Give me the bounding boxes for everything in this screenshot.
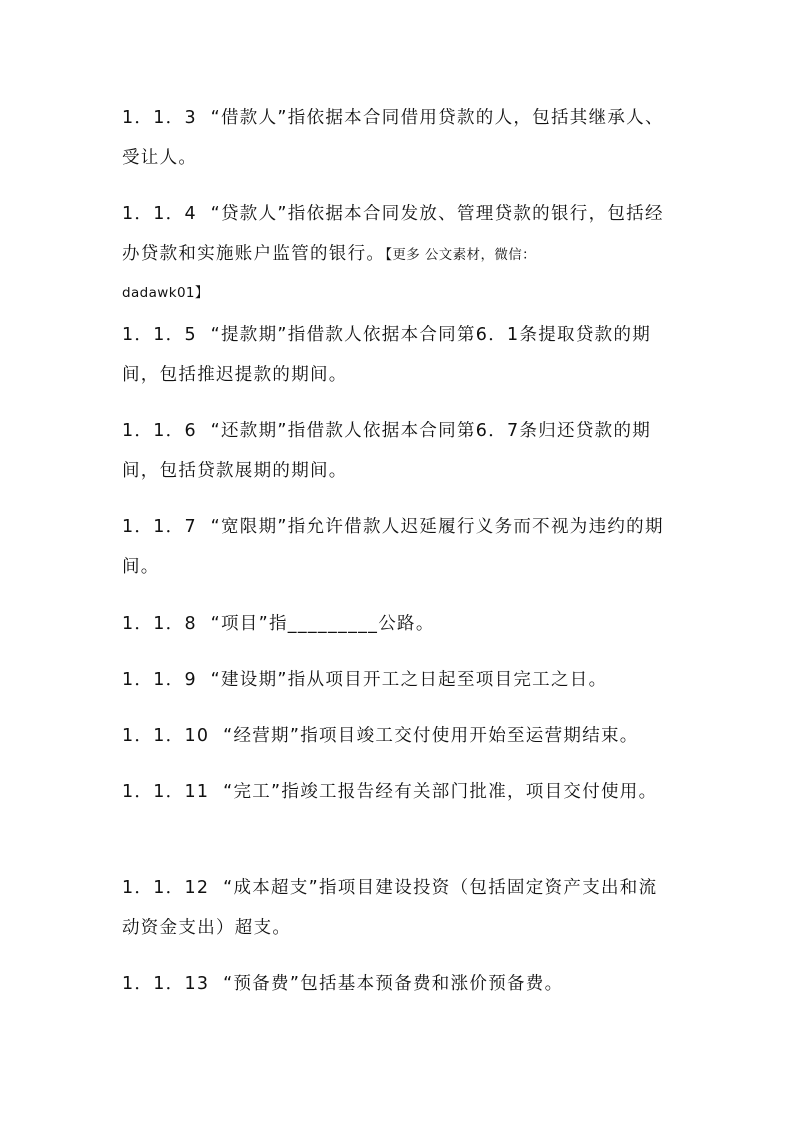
clause-number: 1．1．8 xyxy=(122,614,197,634)
clause-number: 1．1．3 xyxy=(122,108,197,128)
clause-1-1-6 xyxy=(122,411,674,491)
clause-1-1-12 xyxy=(122,868,674,948)
clause-number: 1．1．4 xyxy=(122,204,197,224)
clause-number: 1．1．11 xyxy=(122,782,210,802)
clause-1-1-4 xyxy=(122,194,674,304)
clause-text: “经营期”指项目竣工交付使用开始至运营期结束。 xyxy=(223,726,639,746)
clause-1-1-3 xyxy=(122,98,674,178)
promo-note-line2: dadawk01】 xyxy=(122,285,209,301)
clause-1-1-13 xyxy=(122,964,674,1004)
clause-text: “还款期”指借款人依据本合同第6．7条归还贷款的期间，包括贷款展期的期间。 xyxy=(122,421,652,481)
clause-number: 1．1．13 xyxy=(122,974,210,994)
clause-number: 1．1．9 xyxy=(122,670,197,690)
clause-text: “贷款人”指依据本合同发放、管理贷款的银行，包括经办贷款和实施账户监管的银行。 xyxy=(122,204,664,264)
clause-1-1-10 xyxy=(122,716,674,756)
clause-1-1-11 xyxy=(122,772,674,812)
clause-number: 1．1．7 xyxy=(122,517,197,537)
promo-note-line1: 【更多 公文素材，微信： xyxy=(385,247,537,263)
fill-in-blank: _________ xyxy=(287,614,379,634)
clause-text: “预备费”包括基本预备费和涨价预备费。 xyxy=(223,974,564,994)
clause-1-1-9 xyxy=(122,660,674,700)
clause-text: “成本超支”指项目建设投资（包括固定资产支出和流动资金支出）超支。 xyxy=(122,878,658,938)
clause-number: 1．1．5 xyxy=(122,325,197,345)
clause-1-1-8 xyxy=(122,604,674,644)
clause-text: “项目”指 xyxy=(210,614,288,634)
clause-number: 1．1．6 xyxy=(122,421,197,441)
clause-number: 1．1．12 xyxy=(122,878,210,898)
clause-text: “建设期”指从项目开工之日起至项目完工之日。 xyxy=(210,670,608,690)
clause-text: “完工”指竣工报告经有关部门批准，项目交付使用。 xyxy=(223,782,658,802)
clause-1-1-7 xyxy=(122,507,674,587)
clause-text: “宽限期”指允许借款人迟延履行义务而不视为违约的期间。 xyxy=(122,517,664,577)
clause-text: “提款期”指借款人依据本合同第6．1条提取贷款的期间，包括推迟提款的期间。 xyxy=(122,325,652,385)
clause-text: “借款人”指依据本合同借用贷款的人，包括其继承人、受让人。 xyxy=(122,108,664,168)
clause-text-after: 公路。 xyxy=(378,614,435,634)
clause-1-1-5 xyxy=(122,315,674,395)
clause-number: 1．1．10 xyxy=(122,726,210,746)
